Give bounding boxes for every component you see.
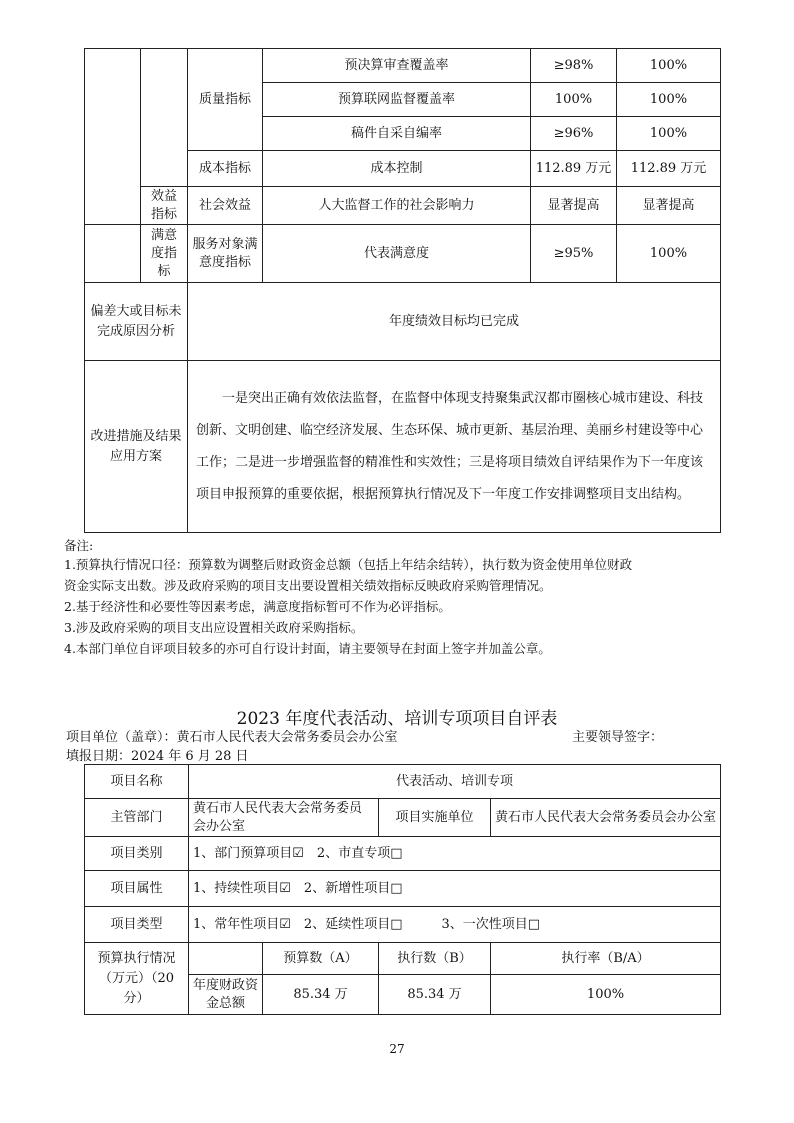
social-benefit-label: 社会效益 (188, 187, 263, 225)
indicator-actual: 100% (617, 225, 721, 283)
note-line: 4.本部门单位自评项目较多的亦可自行设计封面，请主要领导在封面上签字并加盖公章。 (64, 641, 551, 656)
indicator-name: 预算联网监督覆盖率 (263, 83, 531, 117)
indicator-actual: 100% (617, 117, 721, 151)
indicator-target: ≥98% (531, 49, 617, 83)
indicator-target: 100% (531, 83, 617, 117)
indicator-actual: 112.89 万元 (617, 151, 721, 187)
notes-heading: 备注: (64, 538, 94, 553)
deviation-label: 偏差大或目标未完成原因分析 (85, 283, 188, 361)
indicator-actual: 显著提高 (617, 187, 721, 225)
blank-cell (189, 943, 263, 975)
col-exec-header: 执行数（B） (379, 943, 491, 975)
impl-unit-label: 项目实施单位 (379, 799, 491, 837)
note-line: 2.基于经济性和必要性等因素考虑，满意度指标暂可不作为必评指标。 (64, 599, 451, 614)
improve-label: 改进措施及结果应用方案 (85, 361, 188, 533)
indicator-actual: 100% (617, 49, 721, 83)
col-budget-header: 预算数（A） (263, 943, 379, 975)
col-rate-header: 执行率（B/A） (491, 943, 721, 975)
blank-cell (85, 49, 141, 225)
improve-text: 一是突出正确有效依法监督，在监督中体现支持聚集武汉都市圈核心城市建设、科技创新、文明创建、临空经济发展、生态环保、城市更新、基层治理、美丽乡村建设等中心工作；二是进一步增强监督的精准性和实效性；三是将项目绩效自评结果作为下一年度该项目申报预算的重要依据，根据预算执行情况及下一年度工作安排调整项目支出结构。 (188, 361, 721, 533)
budget-exec-label: 预算执行情况（万元）（20 分） (85, 943, 189, 1015)
note-line: 3.涉及政府采购的项目支出应设置相关政府采购指标。 (64, 620, 364, 635)
page-number: 27 (389, 1042, 405, 1056)
type-label: 项目类型 (85, 907, 189, 943)
indicator-target: 112.89 万元 (531, 151, 617, 187)
dept-label: 主管部门 (85, 799, 189, 837)
impl-unit-value: 黄石市人民代表大会常务委员会办公室 (491, 799, 721, 837)
satisfaction-label: 满意度指标 (141, 225, 188, 283)
fund-budget-value: 85.34 万 (263, 975, 379, 1015)
project-name-value: 代表活动、培训专项 (189, 765, 721, 799)
indicator-name: 预决算审查覆盖率 (263, 49, 531, 83)
fund-rate-value: 100% (491, 975, 721, 1015)
form-title: 2023 年度代表活动、培训专项项目自评表 (236, 709, 558, 729)
blank-cell (85, 225, 141, 283)
indicator-target: ≥95% (531, 225, 617, 283)
fund-exec-value: 85.34 万 (379, 975, 491, 1015)
blank-cell (141, 49, 188, 187)
indicator-name: 代表满意度 (263, 225, 531, 283)
cost-indicator-label: 成本指标 (188, 151, 263, 187)
indicator-name: 人大监督工作的社会影响力 (263, 187, 531, 225)
project-name-label: 项目名称 (85, 765, 189, 799)
project-info-table (84, 764, 721, 1015)
attribute-label: 项目属性 (85, 871, 189, 907)
note-line: 1.预算执行情况口径：预算数为调整后财政资金总额（包括上年结余结转），执行数为资金使用单位财政 (64, 557, 633, 572)
project-unit-label: 项目单位（盖章）：黄石市人民代表大会常务委员会办公室 (66, 730, 398, 745)
fill-date-label: 填报日期：2024 年 6 月 28 日 (66, 749, 249, 764)
dept-value: 黄石市人民代表大会常务委员会办公室 (189, 799, 379, 837)
indicator-actual: 100% (617, 83, 721, 117)
benefit-label: 效益指标 (141, 187, 188, 225)
indicator-name: 稿件自采自编率 (263, 117, 531, 151)
note-line: 资金实际支出数。涉及政府采购的项目支出要设置相关绩效指标反映政府采购管理情况。 (64, 578, 552, 593)
type-value: 1、常年性项目☑ 2、延续性项目□ 3、一次性项目□ (189, 907, 721, 943)
indicator-target: ≥96% (531, 117, 617, 151)
indicator-name: 成本控制 (263, 151, 531, 187)
attribute-value: 1、持续性项目☑ 2、新增性项目□ (189, 871, 721, 907)
satisfaction-sub-label: 服务对象满意度指标 (188, 225, 263, 283)
quality-indicator-label: 质量指标 (188, 49, 263, 151)
indicator-target: 显著提高 (531, 187, 617, 225)
leader-signature-label: 主要领导签字： (572, 730, 664, 745)
deviation-text: 年度绩效目标均已完成 (188, 283, 721, 361)
fund-total-label: 年度财政资金总额 (189, 975, 263, 1015)
performance-table (84, 48, 721, 533)
category-label: 项目类别 (85, 837, 189, 871)
category-value: 1、部门预算项目☑ 2、市直专项□ (189, 837, 721, 871)
